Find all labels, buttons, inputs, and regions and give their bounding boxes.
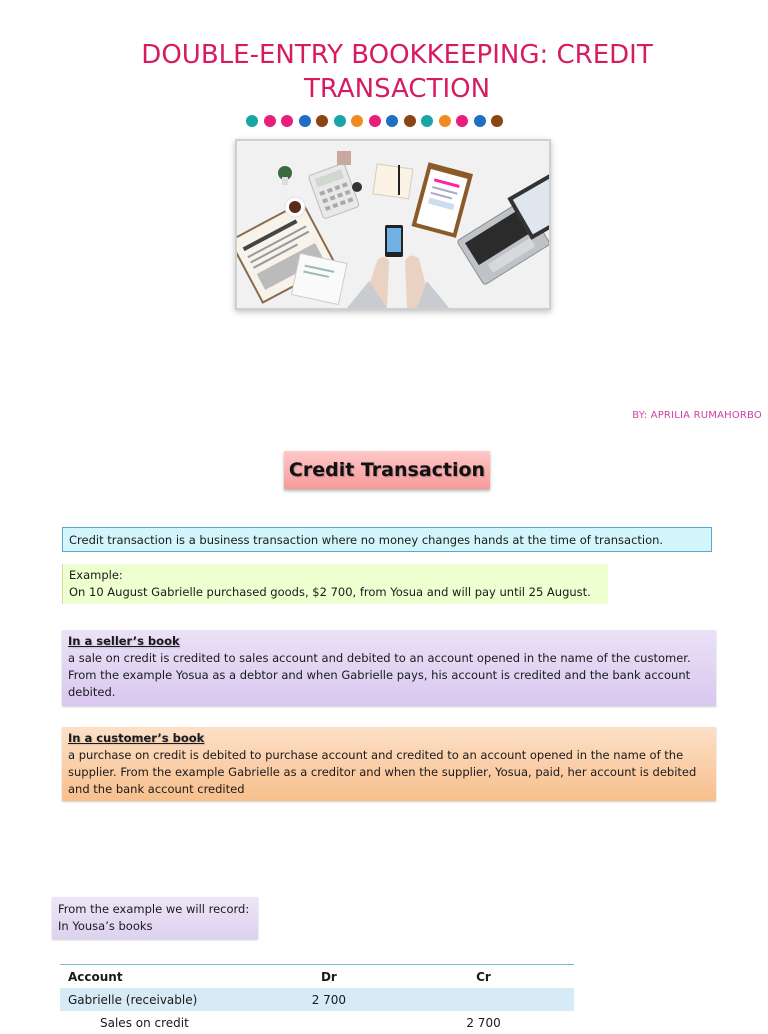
seller-book-box	[62, 630, 716, 706]
row-1-dr: 2 700	[311, 992, 347, 1007]
table-row	[60, 1011, 574, 1034]
header-dr: Dr	[320, 969, 337, 984]
customer-book-text: a purchase on credit is debited to purchase account and credited to an account opened in the name of the supplier. From the example Gabrielle as a creditor and when the supplier, Yosua, paid, her account is debited and the bank account credited	[68, 748, 697, 796]
decorative-dot	[316, 115, 328, 127]
definition-box: Credit transaction is a business transaction where no money changes hands at the time of transaction.	[62, 527, 712, 552]
table-header-row	[60, 964, 574, 988]
header-account: Account	[68, 969, 123, 984]
decorative-dot	[264, 115, 276, 127]
record-line-1: From the example we will record:	[58, 902, 250, 916]
record-note-box	[52, 897, 258, 939]
decorative-dot	[281, 115, 293, 127]
row-1-account: Gabrielle (receivable)	[68, 992, 198, 1007]
author-credit: BY: APRILIA RUMAHORBO	[632, 410, 762, 421]
row-2-cr: 2 700	[466, 1015, 501, 1030]
row-2-account: Sales on credit	[100, 1015, 189, 1030]
section-heading: Credit Transaction	[288, 459, 486, 481]
decorative-dot	[421, 115, 433, 127]
seller-book-text: a sale on credit is credited to sales account and debited to an account opened in the name of the customer. From the example Yosua as a debtor and when Gabrielle pays, his account is credited and the bank account debited.	[68, 651, 691, 699]
decorative-dot	[404, 115, 416, 127]
decorative-dot	[369, 115, 381, 127]
table-row	[60, 988, 574, 1011]
desk-photo	[235, 139, 551, 310]
seller-book-title: In a seller’s book	[68, 634, 180, 648]
example-text: On 10 August Gabrielle purchased goods, $2 700, from Yosua and will pay until 25 August.	[69, 585, 591, 599]
header-cr: Cr	[476, 969, 491, 984]
title-line-2: TRANSACTION	[303, 74, 491, 104]
customer-book-box	[62, 727, 716, 801]
page-title	[0, 38, 768, 106]
decorative-dot	[491, 115, 503, 127]
section-heading-box	[284, 451, 490, 489]
decorative-dots	[246, 115, 503, 129]
title-line-1: DOUBLE-ENTRY BOOKKEEPING: CREDIT	[141, 40, 653, 70]
decorative-dot	[351, 115, 363, 127]
decorative-dot	[456, 115, 468, 127]
decorative-dot	[474, 115, 486, 127]
example-label: Example:	[69, 568, 123, 582]
decorative-dot	[386, 115, 398, 127]
decorative-dot	[439, 115, 451, 127]
decorative-dot	[334, 115, 346, 127]
decorative-dot	[299, 115, 311, 127]
example-box	[62, 564, 608, 604]
customer-book-title: In a customer’s book	[68, 731, 205, 745]
record-line-2: In Yousa’s books	[58, 919, 153, 933]
decorative-dot	[246, 115, 258, 127]
